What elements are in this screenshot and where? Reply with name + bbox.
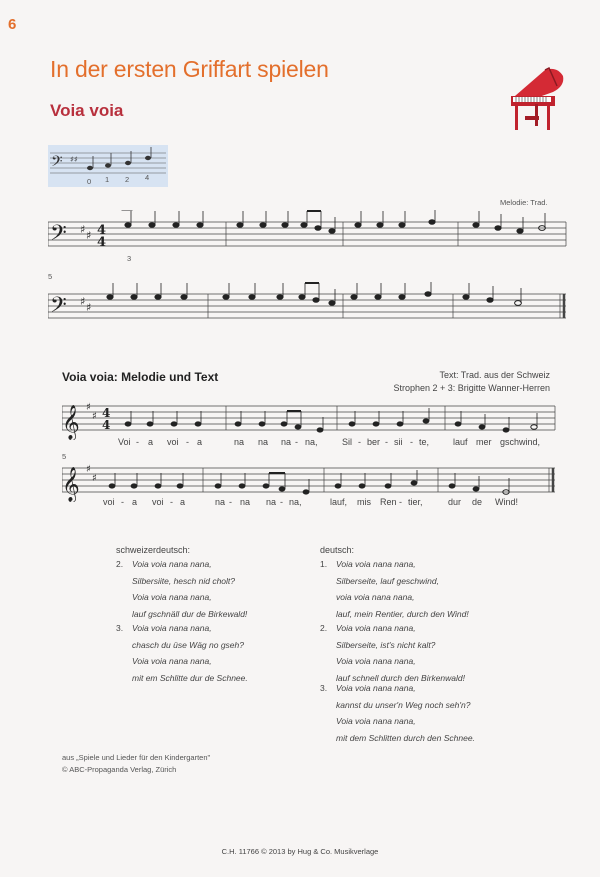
lyric-syllable: mis bbox=[357, 497, 371, 507]
lyric-hyphen: - bbox=[136, 437, 139, 447]
svg-text:𝄞: 𝄞 bbox=[62, 405, 80, 440]
lyric-syllable: na bbox=[266, 497, 277, 507]
verse-line: voia voia nana nana, bbox=[336, 592, 415, 602]
verse-line: Voia voia nana nana, bbox=[336, 656, 416, 666]
german-verse-2 bbox=[320, 620, 520, 686]
lyric-syllable: na bbox=[240, 497, 251, 507]
measure-number: 5 bbox=[62, 452, 67, 461]
lyric-syllable: Voi bbox=[118, 437, 131, 447]
lyric-syllable: a bbox=[180, 497, 186, 507]
svg-text:4: 4 bbox=[102, 418, 111, 432]
verse-line: lauf, mein Rentier, durch den Wind! bbox=[336, 608, 469, 619]
text-credit-verses: Strophen 2 + 3: Brigitte Wanner-Herren bbox=[393, 383, 550, 393]
lyric-syllable: gschwind, bbox=[500, 437, 541, 447]
lyric-hyphen: - bbox=[229, 497, 232, 507]
lyric-syllable: mer bbox=[476, 437, 492, 447]
lyric-syllable: voi bbox=[103, 497, 115, 507]
svg-text:♯: ♯ bbox=[86, 301, 92, 314]
verse-line: chasch du üse Wäg no gseh? bbox=[132, 639, 244, 650]
finger-number: 4 bbox=[145, 173, 150, 182]
lyric-syllable: a bbox=[148, 437, 154, 447]
lyric-syllable: voi bbox=[152, 497, 164, 507]
grand-piano-icon bbox=[505, 66, 567, 136]
lyric-hyphen: - bbox=[186, 437, 189, 447]
verse-line: kannst du unser'n Weg noch seh'n? bbox=[336, 699, 471, 710]
lyric-syllable: na bbox=[281, 437, 292, 447]
lyric-syllable: na bbox=[258, 437, 269, 447]
lyric-syllable: a bbox=[197, 437, 203, 447]
verse-number: 3. bbox=[320, 683, 328, 693]
lyric-syllable: voi bbox=[167, 437, 179, 447]
verse-line: Voia voia nana nana, bbox=[132, 656, 212, 666]
swiss-verse-2 bbox=[116, 556, 296, 622]
verse-line: Silbersiite, hesch nid cholt? bbox=[132, 575, 236, 586]
lyric-hyphen: - bbox=[121, 497, 124, 507]
bass-staff-system-2 bbox=[48, 282, 568, 332]
copyright-note: © ABC-Propaganda Verlag, Zürich bbox=[62, 765, 177, 774]
verse-line: Silberseite, lauf geschwind, bbox=[336, 575, 440, 586]
svg-text:𝄢: 𝄢 bbox=[50, 293, 67, 323]
fingering-chart bbox=[48, 145, 168, 187]
svg-text:♯: ♯ bbox=[92, 411, 97, 422]
verse-line: Silberseite, ist's nicht kalt? bbox=[336, 639, 436, 650]
svg-text:♯: ♯ bbox=[86, 402, 91, 413]
finger-number: 0 bbox=[87, 177, 92, 186]
verse-line: Voia voia nana nana, bbox=[336, 683, 416, 693]
svg-text:♯: ♯ bbox=[86, 464, 91, 475]
german-verse-3 bbox=[320, 680, 520, 746]
verse-line: Voia voia nana nana, bbox=[132, 592, 212, 602]
finger-number: 1 bbox=[105, 175, 110, 184]
verse-line: Voia voia nana nana, bbox=[132, 559, 212, 569]
treble-staff-system-2 bbox=[62, 458, 557, 502]
lyric-syllable: na bbox=[234, 437, 245, 447]
verse-line: lauf gschnäll dur de Birkewald! bbox=[132, 608, 248, 619]
text-credit: Text: Trad. aus der Schweiz bbox=[439, 370, 550, 380]
swiss-verse-3 bbox=[116, 620, 296, 686]
lyric-syllable: a bbox=[132, 497, 138, 507]
lyric-hyphen: - bbox=[280, 497, 283, 507]
lyric-syllable: Wind! bbox=[495, 497, 519, 507]
svg-text:𝄢: 𝄢 bbox=[51, 153, 63, 174]
measure-number: 5 bbox=[48, 272, 53, 281]
svg-text:4: 4 bbox=[97, 235, 107, 250]
finger-number: 2 bbox=[125, 175, 130, 184]
svg-text:𝄞: 𝄞 bbox=[62, 467, 80, 502]
finger-number: 3 bbox=[127, 254, 132, 263]
verse-line: Voia voia nana nana, bbox=[336, 716, 416, 726]
lyric-syllable: ber bbox=[367, 437, 381, 447]
svg-text:4: 4 bbox=[102, 406, 111, 420]
lyric-syllable: sii bbox=[394, 437, 403, 447]
lyric-syllable: dur bbox=[448, 497, 462, 507]
verse-line: Voia voia nana nana, bbox=[132, 623, 212, 633]
bass-staff-system-1 bbox=[48, 210, 568, 260]
treble-staff-system-1 bbox=[62, 396, 557, 440]
swiss-verses-heading: schweizerdeutsch: bbox=[116, 545, 191, 555]
lyric-syllable: na bbox=[215, 497, 226, 507]
lyric-hyphen: - bbox=[410, 437, 413, 447]
verse-number: 1. bbox=[320, 559, 328, 569]
svg-text:♯: ♯ bbox=[80, 223, 86, 236]
lyric-hyphen: - bbox=[295, 437, 298, 447]
verse-number: 2. bbox=[116, 559, 124, 569]
lyric-hyphen: - bbox=[399, 497, 402, 507]
verse-line: Voia voia nana nana, bbox=[336, 559, 416, 569]
verse-number: 2. bbox=[320, 623, 328, 633]
svg-text:♯: ♯ bbox=[86, 229, 92, 242]
lyric-syllable: lauf, bbox=[330, 497, 348, 507]
source-note: aus „Spiele und Lieder für den Kindergarten" bbox=[62, 753, 211, 762]
verse-line: mit dem Schlitten durch den Schnee. bbox=[336, 732, 475, 743]
svg-text:𝄢: 𝄢 bbox=[50, 221, 67, 251]
lyric-syllable: de bbox=[472, 497, 483, 507]
lyric-hyphen: - bbox=[385, 437, 388, 447]
lyric-syllable: Ren bbox=[380, 497, 397, 507]
verse-line: lauf schnell durch den Birkenwald! bbox=[336, 672, 465, 683]
lyric-syllable: lauf bbox=[453, 437, 468, 447]
subsection-title: Voia voia: Melodie und Text bbox=[62, 370, 219, 384]
german-verses-heading: deutsch: bbox=[320, 545, 355, 555]
verse-line: mit em Schlitte dur de Schnee. bbox=[132, 672, 248, 683]
section-title: Voia voia bbox=[50, 101, 124, 120]
lyric-syllable: na, bbox=[289, 497, 302, 507]
lyric-hyphen: - bbox=[170, 497, 173, 507]
svg-text:4: 4 bbox=[97, 223, 107, 238]
lyric-syllable: te, bbox=[419, 437, 430, 447]
verse-line: Voia voia nana nana, bbox=[336, 623, 416, 633]
german-verse-1 bbox=[320, 556, 520, 622]
page-footer: C.H. 11766 © 2013 by Hug & Co. Musikverlage bbox=[221, 847, 379, 856]
svg-text:♯: ♯ bbox=[80, 295, 86, 308]
svg-text:♯♯: ♯♯ bbox=[70, 155, 78, 164]
svg-text:♯: ♯ bbox=[92, 473, 97, 484]
melody-credit: Melodie: Trad. bbox=[500, 198, 548, 207]
page-number: 6 bbox=[8, 16, 17, 33]
lyric-syllable: tier, bbox=[408, 497, 423, 507]
lyric-syllable: na, bbox=[305, 437, 318, 447]
page-title: In der ersten Griffart spielen bbox=[50, 56, 329, 82]
lyric-syllable: Sil bbox=[342, 437, 353, 447]
verse-number: 3. bbox=[116, 623, 124, 633]
lyric-hyphen: - bbox=[358, 437, 361, 447]
